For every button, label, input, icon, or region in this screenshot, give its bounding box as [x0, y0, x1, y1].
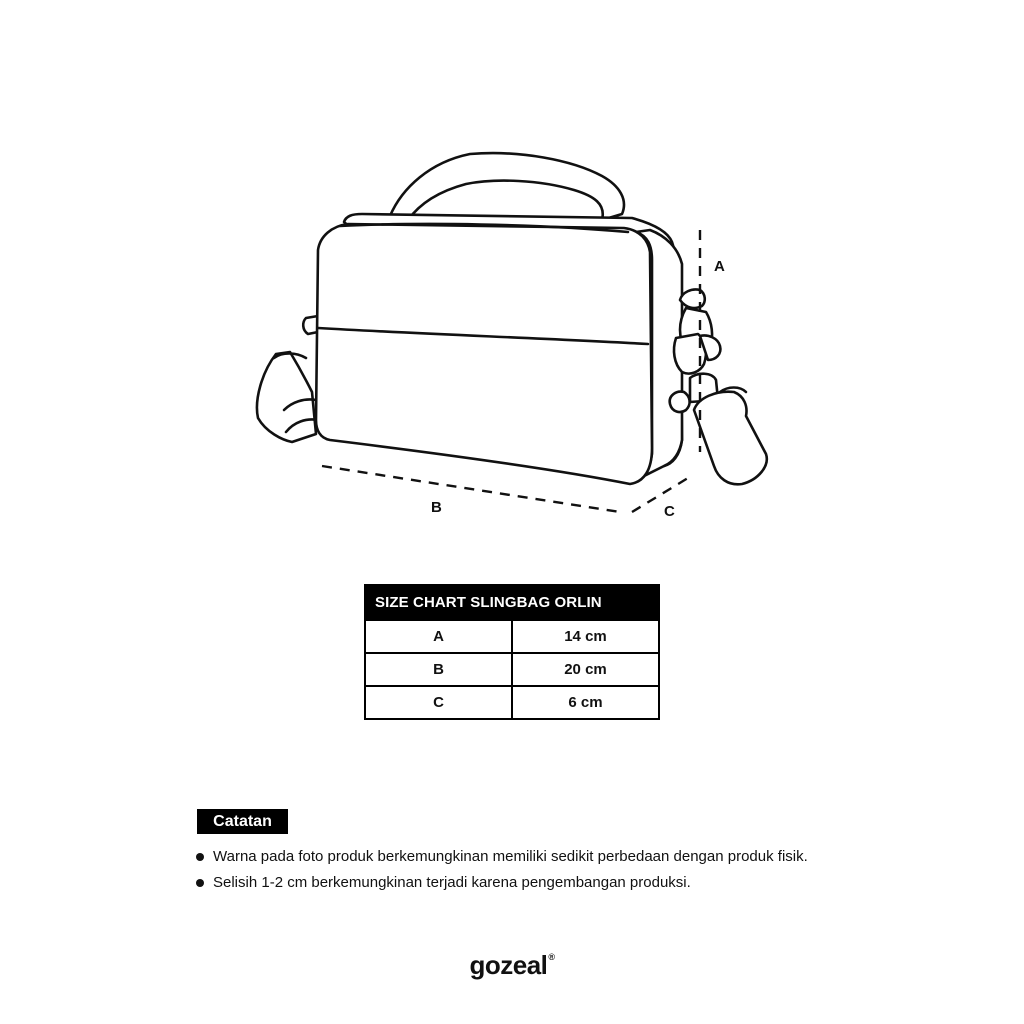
note-text: Warna pada foto produk berkemungkinan memiliki sedikit perbedaan dengan produk fisik.: [213, 848, 808, 865]
bullet-icon: [196, 853, 204, 861]
note-text: Selisih 1-2 cm berkemungkinan terjadi karena pengembangan produksi.: [213, 874, 691, 891]
list-item: [196, 848, 808, 866]
registered-mark: ®: [548, 952, 555, 962]
dimension-label-a: A: [714, 258, 725, 275]
dimension-key: A: [365, 620, 512, 653]
dimension-label-b: B: [431, 499, 442, 516]
dimension-key: C: [365, 686, 512, 719]
size-chart-title: SIZE CHART SLINGBAG ORLIN: [365, 585, 659, 620]
list-item: [196, 874, 808, 892]
right-strap: [694, 392, 767, 485]
dimension-label-c: C: [664, 503, 675, 520]
left-strap-tab: [257, 352, 316, 442]
dimension-value: 6 cm: [512, 686, 659, 719]
size-chart-table: [364, 584, 660, 720]
bag-handle: [390, 153, 624, 220]
table-row: [365, 686, 659, 719]
table-row: [365, 620, 659, 653]
dimension-value: 20 cm: [512, 653, 659, 686]
brand-logo: [0, 950, 1024, 981]
dimension-value: 14 cm: [512, 620, 659, 653]
notes-heading: Catatan: [197, 809, 288, 834]
dimension-key: B: [365, 653, 512, 686]
table-row: [365, 653, 659, 686]
bullet-icon: [196, 879, 204, 887]
bag-front-panel: [316, 224, 652, 484]
brand-name: gozeal: [469, 950, 548, 980]
dimension-line-c: [632, 478, 688, 512]
notes-list: [196, 848, 808, 900]
